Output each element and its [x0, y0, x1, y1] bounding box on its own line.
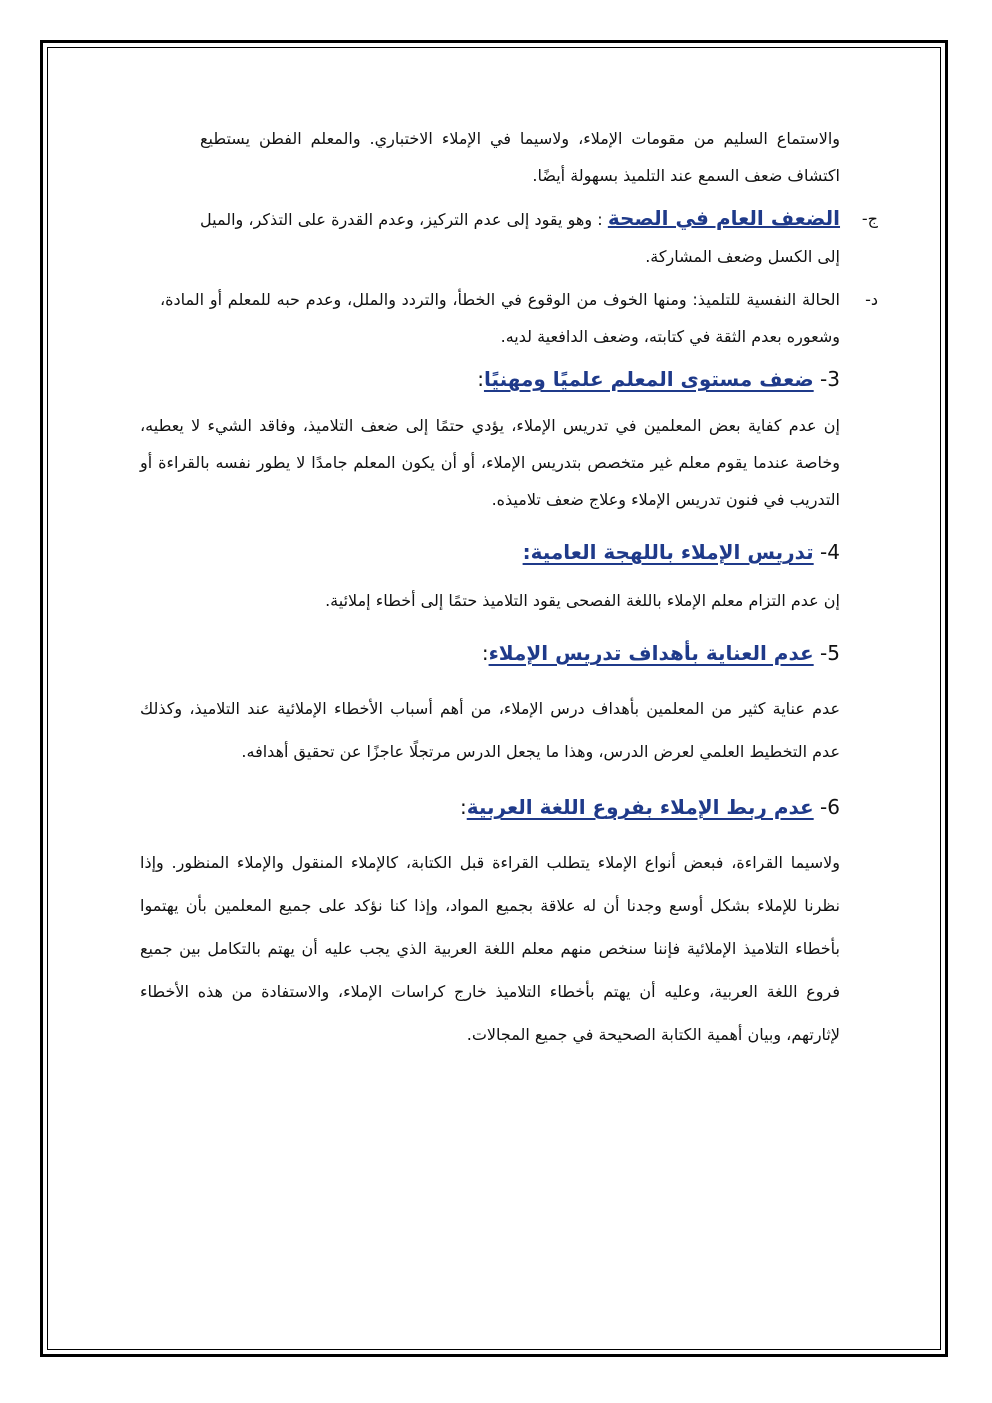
list-text-j: : وهو يقود إلى عدم التركيز، وعدم القدرة على التذكر، والميل إلى الكسل وضعف المشاركة. — [200, 210, 840, 266]
paragraph-5: عدم عناية كثير من المعلمين بأهداف درس الإملاء، من أهم أسباب الأخطاء الإملائية عند التلاميذ، وكذلك عدم التخطيط العلمي لعرض الدرس، وهذا ما يجعل الدرس مرتجلًا عاجزًا عن تحقيق أهدافه. — [140, 699, 840, 761]
heading-5-number: 5- — [820, 641, 840, 665]
list-label-d: د- — [865, 290, 878, 309]
list-title-j: الضعف العام في الصحة — [607, 206, 841, 230]
heading-6 — [140, 787, 840, 827]
heading-6-colon: : — [459, 795, 467, 819]
heading-3 — [140, 359, 840, 399]
list-label-j: ج- — [861, 209, 878, 228]
paragraph-6: ولاسيما القراءة، فبعض أنواع الإملاء يتطلب القراءة قبل الكتابة، كالإملاء المنقول والإملاء المنظور. وإذا نظرنا للإملاء بشكل أوسع وجدنا أن له علاقة بجميع المواد، وإذا كنا نؤكد على جميع المعلمين بأن يهتموا بأخطاء التلاميذ الإملائية فإننا سنخص منهم معلم اللغة العربية الذي يجب عليه أن يهتم بالتكامل بين جميع فروع اللغة العربية، وعليه أن يهتم بأخطاء التلاميذ خارج كراسات الإملاء، والاستفادة من هذه الأخطاء لإثارتهم، وبيان أهمية الكتابة الصحيحة في جميع المجالات. — [140, 853, 840, 1044]
heading-5 — [140, 633, 840, 673]
heading-4-number: 4- — [820, 540, 840, 564]
list-body-d: الحالة النفسية للتلميذ: ومنها الخوف من الوقوع في الخطأ، والتردد والملل، وعدم حبه للمعلم أو المادة، وشعوره بعدم الثقة في كتابته، وضعف الدافعية لديه. — [160, 290, 840, 346]
heading-6-title: عدم ربط الإملاء بفروع اللغة العربية — [466, 795, 814, 819]
heading-3-number: 3- — [820, 367, 840, 391]
heading-5-colon: : — [481, 641, 489, 665]
heading-4 — [140, 532, 840, 572]
heading-6-number: 6- — [820, 795, 840, 819]
list-item-j — [140, 200, 878, 275]
list-body-j — [200, 200, 840, 275]
paragraph-3: إن عدم كفاية بعض المعلمين في تدريس الإملاء، يؤدي حتمًا إلى ضعف التلاميذ، وفاقد الشيء لا يعطيه، وخاصة عندما يقوم معلم غير متخصص بتدريس الإملاء، أو أن يكون المعلم جامدًا لا يطور نفسه بالقراءة أو التدريب في فنون تدريس الإملاء وعلاج ضعف تلاميذه. — [140, 416, 840, 509]
heading-3-title: ضعف مستوى المعلم علميًا ومهنيًا — [483, 367, 814, 391]
heading-3-colon: : — [477, 367, 484, 391]
heading-5-title: عدم العناية بأهداف تدريس الإملاء — [488, 641, 814, 665]
heading-4-title: تدريس الإملاء باللهجة العامية: — [522, 540, 814, 564]
intro-paragraph: والاستماع السليم من مقومات الإملاء، ولاسيما في الإملاء الاختباري. والمعلم الفطن يستطيع اكتشاف ضعف السمع عند التلميذ بسهولة أيضًا. — [200, 129, 840, 185]
document-body — [140, 120, 878, 1056]
paragraph-4: إن عدم التزام معلم الإملاء باللغة الفصحى يقود التلاميذ حتمًا إلى أخطاء إملائية. — [325, 591, 840, 610]
list-item-d — [140, 281, 878, 355]
